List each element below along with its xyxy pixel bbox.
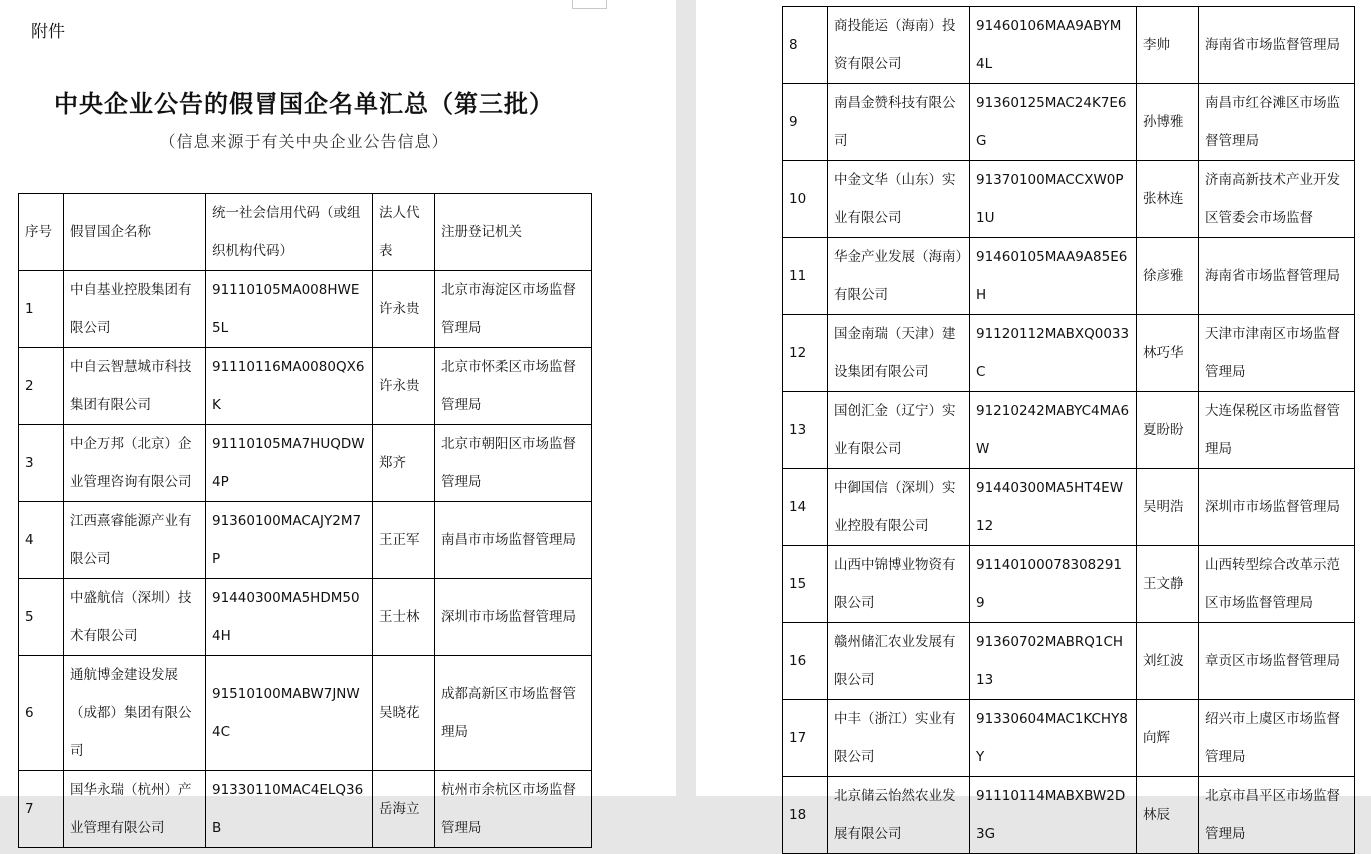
cell-credit-code: 91330110MAC4ELQ36B [206,771,373,848]
header-rep: 法人代表 [373,194,435,271]
cell-company-name: 通航博金建设发展（成都）集团有限公司 [64,656,206,771]
table-row [19,425,592,502]
cell-authority: 深圳市市场监督管理局 [435,579,592,656]
cell-company-name: 中企万邦（北京）企业管理咨询有限公司 [64,425,206,502]
header-code: 统一社会信用代码（或组织机构代码） [206,194,373,271]
cell-company-name: 山西中锦博业物资有限公司 [828,546,970,623]
table-row [19,656,592,771]
document-page-left [0,0,676,836]
cell-no: 18 [783,777,828,854]
cell-authority: 章贡区市场监督管理局 [1199,623,1355,700]
header-name: 假冒国企名称 [64,194,206,271]
cell-credit-code: 91510100MABW7JNW4C [206,656,373,771]
cell-credit-code: 911401000783082919 [970,546,1137,623]
table-row [783,777,1355,854]
cell-authority: 绍兴市上虞区市场监督管理局 [1199,700,1355,777]
cell-company-name: 中金文华（山东）实业有限公司 [828,161,970,238]
cell-no: 13 [783,392,828,469]
cell-authority: 济南高新技术产业开发区管委会市场监督 [1199,161,1355,238]
cell-authority: 海南省市场监督管理局 [1199,238,1355,315]
cell-credit-code: 91110105MA008HWE5L [206,271,373,348]
table-row [783,84,1355,161]
document-subtitle: （信息来源于有关中央企业公告信息） [159,132,449,151]
company-table-right [782,6,1355,854]
header-no: 序号 [19,194,64,271]
cell-no: 8 [783,7,828,84]
table-row [783,546,1355,623]
cell-legal-rep: 夏盼盼 [1137,392,1199,469]
cell-legal-rep: 王文静 [1137,546,1199,623]
cell-legal-rep: 林巧华 [1137,315,1199,392]
table-row [783,623,1355,700]
cell-authority: 天津市津南区市场监督管理局 [1199,315,1355,392]
cell-authority: 北京市昌平区市场监督管理局 [1199,777,1355,854]
table-row [19,502,592,579]
table-row [783,161,1355,238]
cell-credit-code: 91370100MACCXW0P1U [970,161,1137,238]
cell-credit-code: 91330604MAC1KCHY8Y [970,700,1137,777]
cell-authority: 北京市朝阳区市场监督管理局 [435,425,592,502]
cell-no: 15 [783,546,828,623]
cell-no: 12 [783,315,828,392]
table-row [783,469,1355,546]
cell-credit-code: 91110114MABXBW2D3G [970,777,1137,854]
cell-no: 6 [19,656,64,771]
cell-legal-rep: 孙博雅 [1137,84,1199,161]
cell-company-name: 中盛航信（深圳）技术有限公司 [64,579,206,656]
cell-no: 9 [783,84,828,161]
table-row [783,700,1355,777]
cell-no: 5 [19,579,64,656]
cell-company-name: 中御国信（深圳）实业控股有限公司 [828,469,970,546]
cell-no: 4 [19,502,64,579]
cell-company-name: 华金产业发展（海南）有限公司 [828,238,970,315]
table-row [783,392,1355,469]
cell-authority: 杭州市余杭区市场监督管理局 [435,771,592,848]
cell-company-name: 江西熹睿能源产业有限公司 [64,502,206,579]
cell-legal-rep: 李帅 [1137,7,1199,84]
cell-no: 14 [783,469,828,546]
table-row [783,315,1355,392]
cell-credit-code: 91360125MAC24K7E6G [970,84,1137,161]
cell-credit-code: 91460106MAA9ABYM4L [970,7,1137,84]
cell-no: 16 [783,623,828,700]
cell-credit-code: 91460105MAA9A85E6H [970,238,1137,315]
cell-credit-code: 91360100MACAJY2M7P [206,502,373,579]
cell-company-name: 国华永瑞（杭州）产业管理有限公司 [64,771,206,848]
cell-authority: 北京市海淀区市场监督管理局 [435,271,592,348]
cell-company-name: 南昌金赞科技有限公司 [828,84,970,161]
cell-credit-code: 91110105MA7HUQDW4P [206,425,373,502]
cell-no: 10 [783,161,828,238]
table-row [783,7,1355,84]
cell-company-name: 国创汇金（辽宁）实业有限公司 [828,392,970,469]
cell-legal-rep: 王正军 [373,502,435,579]
cell-authority: 深圳市市场监督管理局 [1199,469,1355,546]
table-row [19,271,592,348]
cell-authority: 大连保税区市场监督管理局 [1199,392,1355,469]
cell-company-name: 中自基业控股集团有限公司 [64,271,206,348]
cell-legal-rep: 王士林 [373,579,435,656]
cell-legal-rep: 张林连 [1137,161,1199,238]
cell-legal-rep: 吴晓花 [373,656,435,771]
table-row [19,771,592,848]
cell-authority: 成都高新区市场监督管理局 [435,656,592,771]
cell-no: 7 [19,771,64,848]
table-row [783,238,1355,315]
cell-legal-rep: 许永贵 [373,271,435,348]
cell-credit-code: 91440300MA5HDM504H [206,579,373,656]
cell-credit-code: 91360702MABRQ1CH13 [970,623,1137,700]
cell-legal-rep: 郑齐 [373,425,435,502]
page-corner-mark [572,0,589,9]
cell-legal-rep: 林辰 [1137,777,1199,854]
document-title: 中央企业公告的假冒国企名单汇总（第三批） [54,90,554,118]
page-corner-mark [588,0,607,9]
cell-authority: 南昌市市场监督管理局 [435,502,592,579]
annex-label: 附件 [31,22,65,42]
cell-no: 2 [19,348,64,425]
cell-credit-code: 91440300MA5HT4EW12 [970,469,1137,546]
cell-authority: 北京市怀柔区市场监督管理局 [435,348,592,425]
cell-legal-rep: 许永贵 [373,348,435,425]
cell-credit-code: 91210242MABYC4MA6W [970,392,1137,469]
cell-legal-rep: 岳海立 [373,771,435,848]
cell-legal-rep: 吴明浩 [1137,469,1199,546]
table-row [19,579,592,656]
company-table-left [18,193,592,848]
cell-company-name: 国金南瑞（天津）建设集团有限公司 [828,315,970,392]
cell-legal-rep: 徐彦雅 [1137,238,1199,315]
cell-company-name: 中自云智慧城市科技集团有限公司 [64,348,206,425]
document-page-right [696,0,1371,842]
cell-legal-rep: 向辉 [1137,700,1199,777]
cell-authority: 山西转型综合改革示范区市场监督管理局 [1199,546,1355,623]
cell-no: 11 [783,238,828,315]
cell-no: 3 [19,425,64,502]
cell-no: 17 [783,700,828,777]
table-header-row [19,194,592,271]
cell-authority: 海南省市场监督管理局 [1199,7,1355,84]
cell-company-name: 中丰（浙江）实业有限公司 [828,700,970,777]
cell-authority: 南昌市红谷滩区市场监督管理局 [1199,84,1355,161]
cell-legal-rep: 刘红波 [1137,623,1199,700]
cell-company-name: 商投能运（海南）投资有限公司 [828,7,970,84]
cell-credit-code: 91120112MABXQ0033C [970,315,1137,392]
header-authority: 注册登记机关 [435,194,592,271]
cell-company-name: 赣州储汇农业发展有限公司 [828,623,970,700]
cell-no: 1 [19,271,64,348]
cell-credit-code: 91110116MA0080QX6K [206,348,373,425]
cell-company-name: 北京储云怡然农业发展有限公司 [828,777,970,854]
table-row [19,348,592,425]
